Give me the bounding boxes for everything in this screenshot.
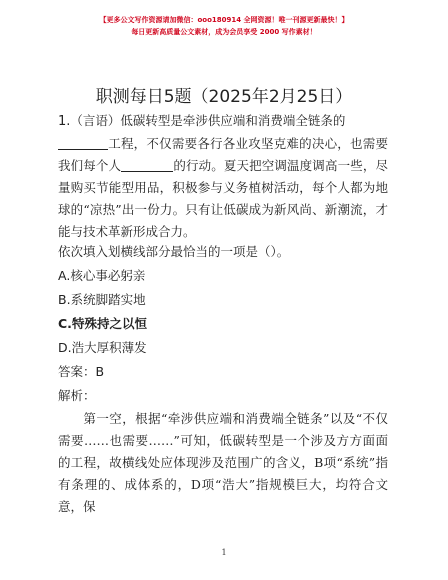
question-number: 1. bbox=[58, 114, 71, 129]
question-text-a: 工程，不仅需要各行各业攻坚克难的决心，也需要我们每个人 bbox=[58, 136, 388, 173]
promo-banner bbox=[0, 14, 448, 38]
option-d-letter: D. bbox=[58, 340, 72, 355]
page-number: 1 bbox=[221, 548, 227, 557]
question-tag: （言语）低碳转型是牵涉供应端和消费端全链条的 bbox=[70, 113, 346, 128]
option-a-text: 核心事必躬亲 bbox=[70, 268, 146, 283]
option-a[interactable] bbox=[58, 266, 145, 284]
promo-line-1: 【更多公文写作资源请加微信：ooo180914 全网资源！唯一刊源更新最快！】 bbox=[99, 16, 349, 24]
option-d[interactable] bbox=[58, 338, 147, 356]
option-a-letter: A. bbox=[58, 268, 71, 283]
option-d-text: 浩大厚积薄发 bbox=[71, 340, 147, 355]
option-b-text: 系统脚踏实地 bbox=[70, 292, 146, 307]
option-c-text: 特殊持之以恒 bbox=[71, 316, 147, 331]
analysis-text bbox=[58, 408, 388, 518]
question-prompt: 依次填入划横线部分最恰当的一项是（）。 bbox=[58, 244, 290, 259]
analysis-body: 第一空，根据“牵涉供应端和消费端全链条”以及“不仅需要……也需要……”可知，低碳转型是一个涉及方方面面的工程，故横线处应体现涉及范围广的含义，B项“系统”指有条理的、成体系的，D项“浩大”指规模巨大，均符合文意，保 bbox=[58, 411, 388, 514]
option-b-letter: B. bbox=[58, 292, 71, 307]
blank-2 bbox=[121, 157, 173, 172]
answer-label: 答案： bbox=[58, 364, 96, 379]
option-b[interactable] bbox=[58, 290, 146, 308]
question-text bbox=[58, 110, 388, 243]
promo-line-2: 每日更新高质量公文素材，成为会员享受 2000 写作素材！ bbox=[131, 28, 317, 36]
answer-line bbox=[58, 362, 104, 380]
answer-value: B bbox=[95, 364, 105, 379]
question-text-b: 的行动。夏天把空调温度调高一些，尽量购买节能型用品，积极参与义务植树活动，每个人都为地球的“凉热”出一份力。只有让低碳成为新风尚、新潮流，才能与技术革新形成合力。 bbox=[58, 158, 388, 239]
blank-1 bbox=[58, 135, 108, 150]
question-body bbox=[58, 110, 388, 243]
analysis-label: 解析： bbox=[58, 388, 96, 403]
page-title: 职测每日5题（2025年2月25日） bbox=[95, 87, 353, 107]
option-c-letter: C. bbox=[58, 316, 72, 331]
option-c[interactable] bbox=[58, 314, 147, 332]
